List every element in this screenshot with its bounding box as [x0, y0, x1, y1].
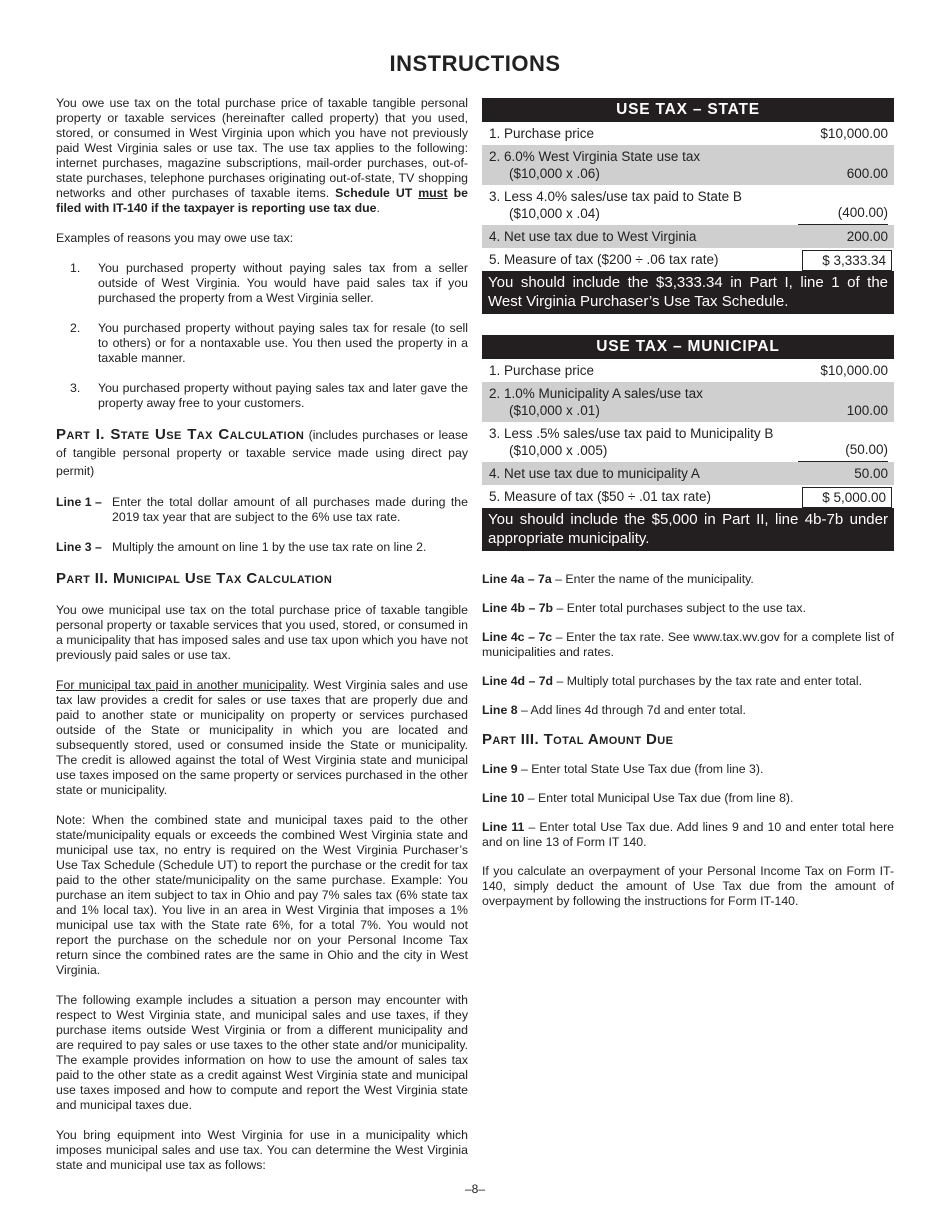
- line-4c-7c: Line 4c – 7c – Enter the tax rate. See www.tax.wv.gov for a complete list of municipalities and rates.: [482, 630, 894, 659]
- measure-of-tax-box: $ 3,333.34: [802, 250, 892, 271]
- overpayment-paragraph: If you calculate an overpayment of your Personal Income Tax on Form IT-140, simply deduct the amount of Use Tax due from the amount of overpayment by following the instructions for Form IT-140.: [482, 864, 894, 908]
- table-heading: USE TAX – STATE: [482, 98, 894, 122]
- list-item: 2. You purchased property without paying sales tax for resale (to sell to others) or for a nontaxable use. You then used the property in a taxable manner.: [70, 321, 468, 365]
- left-column: [56, 96, 468, 1188]
- table-row: 3. Less .5% sales/use tax paid to Municipality B ($10,000 x .005) (50.00): [482, 422, 894, 462]
- part2-paragraph-3: Note: When the combined state and municipal taxes paid to the other state/municipality equals or exceeds the combined West Virginia state and municipal use tax, no entry is required on the West Virginia Purchaser’s Use Tax Schedule (Schedule UT) to report the purchase or the credit for tax paid to the other state/municipality on the same purchase. Example: You purchase an item subject to tax in Ohio and pay 7% sales tax (6% state tax and 1% local tax). You live in an area in West Virginia that imposes a 1% municipal use tax with the State rate 6%, for a total 7%. You would not report the purchase on the schedule nor on your Personal Income Tax return since the combined rates are the same in Ohio and the city in West Virginia.: [56, 813, 468, 977]
- line-8: Line 8 – Add lines 4d through 7d and enter total.: [482, 703, 746, 717]
- line-11: Line 11 – Enter total Use Tax due. Add lines 9 and 10 and enter total here and on line 13 of Form IT 140.: [482, 820, 895, 849]
- table-row: 2. 1.0% Municipality A sales/use tax ($10,000 x .01) 100.00: [482, 382, 894, 422]
- line-4a-7a: Line 4a – 7a – Enter the name of the municipality.: [482, 572, 754, 586]
- page-number: –8–: [464, 1182, 486, 1196]
- right-column: [482, 98, 894, 923]
- use-tax-state-table: [482, 98, 894, 314]
- examples-list: [56, 261, 468, 411]
- page-title: INSTRUCTIONS: [389, 51, 561, 76]
- table-row: 1. Purchase price $10,000.00: [489, 363, 888, 378]
- table-row: 5. Measure of tax ($50 ÷ .01 tax rate) $ 5,000.00: [482, 485, 894, 508]
- intro-paragraph: You owe use tax on the total purchase price of taxable tangible personal property or taxable services (hereinafter called property) that you used, stored, or consumed in West Virginia upon which you have not previously paid West Virginia sales or use tax. The use tax applies to the following: internet purchases, magazine subscriptions, mail-order purchases, out-of-state purchases, telephone purchases originating out-of-state, TV shopping networks and other purchases of taxable items. Schedule UT must be filed with IT-140 if the taxpayer is reporting use tax due.: [56, 96, 468, 215]
- intro-bold-schedule: Schedule UT: [335, 186, 413, 200]
- table-row: 3. Less 4.0% sales/use tax paid to State B ($10,000 x .04) (400.00): [482, 185, 894, 225]
- intro-bold-filed: be filed with IT-140 if the taxpayer is reporting use tax due: [56, 186, 468, 215]
- part2-paragraph-4: The following example includes a situation a person may encounter with respect to West Virginia state, and municipal sales and use taxes, if they purchase items outside West Virginia or from a different municipality and are required to pay sales or use taxes to the other state and/or municipality. The example provides information on how to use the amount of sales tax paid to the other state as a credit against West Virginia state and municipal use taxes imposed and how to compute and report the West Virginia state and municipal taxes due.: [56, 993, 468, 1112]
- table-row: 2. 6.0% West Virginia State use tax ($10,000 x .06) 600.00: [482, 145, 894, 185]
- line-4b-7b: Line 4b – 7b – Enter total purchases subject to the use tax.: [482, 601, 806, 615]
- examples-intro: Examples of reasons you may owe use tax:: [56, 231, 294, 245]
- list-item: 3. You purchased property without paying sales tax and later gave the property away free to your customers.: [70, 381, 468, 410]
- part1-heading: Part I. State Use Tax Calculation (includes purchases or lease of tangible personal property or taxable service made using direct pay permit): [56, 426, 469, 478]
- table-footer-note: You should include the $5,000 in Part II, line 4b-7b under appropriate municipality.: [482, 508, 894, 551]
- table-row: 5. Measure of tax ($200 ÷ .06 tax rate) $ 3,333.34: [482, 248, 894, 271]
- table-row: 4. Net use tax due to municipality A 50.00: [482, 462, 894, 485]
- line-10: Line 10 – Enter total Municipal Use Tax due (from line 8).: [482, 791, 794, 805]
- part2-paragraph-5: You bring equipment into West Virginia for use in a municipality which imposes municipal sales and use tax. You can determine the West Virginia state and municipal use tax as follows:: [56, 1128, 468, 1172]
- line-4d-7d: Line 4d – 7d – Multiply total purchases by the tax rate and enter total.: [482, 674, 863, 688]
- measure-of-tax-box: $ 5,000.00: [802, 487, 892, 508]
- use-tax-municipal-table: [482, 335, 894, 551]
- intro-bold-must: must: [418, 186, 448, 200]
- line-9: Line 9 – Enter total State Use Tax due (from line 3).: [482, 762, 764, 776]
- part2-paragraph-2: For municipal tax paid in another municipality. West Virginia sales and use tax law provides a credit for sales or use taxes that are properly due and paid to another state or municipality on property or services purchased outside of the State or municipality in which you are located and subsequently stored, used or consumed inside the State or municipality. The credit is allowed against the total of West Virginia state and municipal use taxes imposed on the same property or services purchased in the other state or municipality.: [56, 678, 468, 797]
- part2-paragraph-1: You owe municipal use tax on the total purchase price of taxable tangible personal property or taxable services that you used, stored, or consumed in a municipality that has imposed sales and use tax upon which you have not previously paid sales or use tax.: [56, 603, 468, 662]
- table-footer-note: You should include the $3,333.34 in Part I, line 1 of the West Virginia Purchaser’s Use Tax Schedule.: [482, 271, 894, 314]
- part1-line-1: Line 1 – Enter the total dollar amount of all purchases made during the 2019 tax year that are subject to the 6% use tax rate.: [56, 495, 468, 524]
- table-row: 1. Purchase price $10,000.00: [489, 126, 888, 141]
- list-item: 1. You purchased property without paying sales tax from a seller outside of West Virginia. You would have paid sales tax if you purchased the property from a West Virginia seller.: [70, 261, 468, 305]
- part1-line-3: Line 3 – Multiply the amount on line 1 by the use tax rate on line 2.: [56, 540, 427, 554]
- table-row: 4. Net use tax due to West Virginia 200.00: [482, 225, 894, 248]
- part2-heading: Part II. Municipal Use Tax Calculation: [56, 570, 333, 587]
- table-heading: USE TAX – MUNICIPAL: [482, 335, 894, 359]
- part3-heading: Part III. Total Amount Due: [482, 731, 674, 748]
